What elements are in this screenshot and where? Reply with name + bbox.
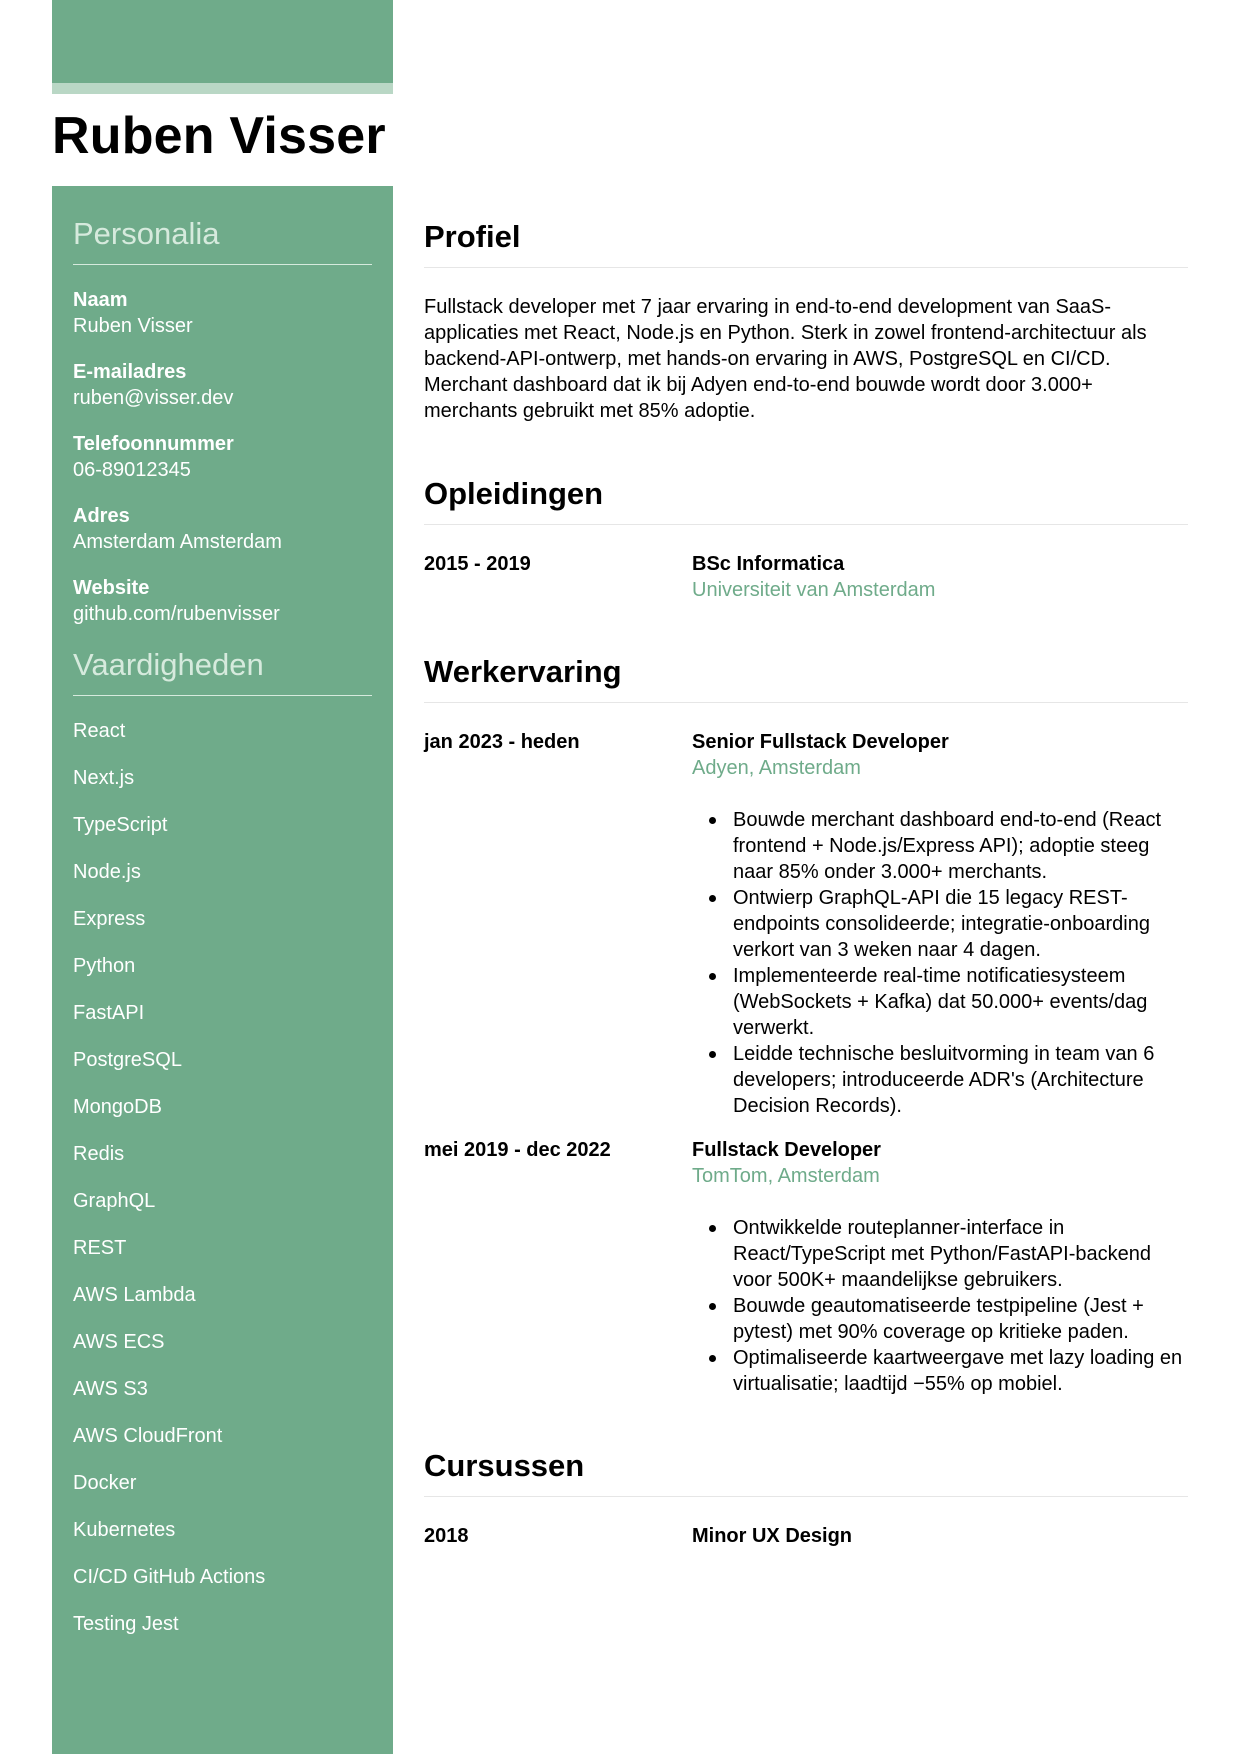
bullet-item: Implementeerde real-time notificatiesysteem (WebSockets + Kafka) dat 50.000+ events/dag verwerkt.: [692, 963, 1188, 1041]
entry-body: [692, 1137, 1188, 1397]
address-value: Amsterdam Amsterdam: [73, 531, 282, 553]
personalia-label: Naam: [73, 289, 128, 311]
skill-item: AWS CloudFront: [73, 1425, 223, 1447]
email-value: ruben@visser.dev: [73, 387, 234, 409]
skill-item: Node.js: [73, 861, 141, 883]
personalia-label: Adres: [73, 505, 130, 527]
bullet-list: [692, 1215, 1188, 1397]
skill-item: React: [73, 720, 126, 742]
bullet-item: Ontwierp GraphQL-API die 15 legacy REST-endpoints consolideerde; integratie-onboarding verkort van 3 weken naar 4 dagen.: [692, 885, 1188, 963]
skills-heading: Vaardigheden: [73, 647, 372, 696]
skill-item: AWS Lambda: [73, 1284, 196, 1306]
skill-item: CI/CD GitHub Actions: [73, 1566, 266, 1588]
bullet-item: Ontwikkelde routeplanner-interface in React/TypeScript met Python/FastAPI-backend voor 500K+ maandelijkse gebruikers.: [692, 1215, 1188, 1293]
experience-entry: [424, 1137, 1188, 1397]
personalia-label: Telefoonnummer: [73, 433, 234, 455]
bullet-item: Optimaliseerde kaartweergave met lazy loading en virtualisatie; laadtijd −55% op mobiel.: [692, 1345, 1188, 1397]
skill-item: Testing Jest: [73, 1613, 179, 1635]
bullet-list: [692, 807, 1188, 1119]
personalia-address: [73, 503, 372, 555]
entry-title: Minor UX Design: [692, 1525, 853, 1547]
header-accent-strip: [52, 83, 393, 94]
section-heading: Profiel: [424, 186, 1188, 268]
personalia-label: Website: [73, 577, 150, 599]
skills-list: [73, 708, 372, 1648]
skill-item: Python: [73, 955, 136, 977]
section-heading: Opleidingen: [424, 443, 1188, 525]
personalia-website: [73, 575, 372, 627]
entry-body: [692, 551, 1188, 603]
personalia-heading: Personalia: [73, 216, 372, 265]
education-entry: [424, 551, 1188, 603]
courses-section: [424, 1415, 1188, 1549]
entry-date: jan 2023 - heden: [424, 731, 580, 753]
website-value: github.com/rubenvisser: [73, 603, 280, 625]
personalia-value: Ruben Visser: [73, 315, 193, 337]
skill-item: REST: [73, 1237, 127, 1259]
personalia-email: [73, 359, 372, 411]
skill-item: PostgreSQL: [73, 1049, 182, 1071]
course-entry: [424, 1523, 1188, 1549]
personalia-phone: [73, 431, 372, 483]
bullet-item: Bouwde merchant dashboard end-to-end (React frontend + Node.js/Express API); adoptie steeg naar 85% onder 3.000+ merchants.: [692, 807, 1188, 885]
entry-body: [692, 1523, 1188, 1549]
skill-item: FastAPI: [73, 1002, 145, 1024]
entry-date: mei 2019 - dec 2022: [424, 1139, 611, 1161]
entry-title: Fullstack Developer: [692, 1139, 881, 1161]
entry-company: TomTom, Amsterdam: [692, 1165, 880, 1187]
entry-title: Senior Fullstack Developer: [692, 731, 949, 753]
skill-item: Docker: [73, 1472, 137, 1494]
phone-value: 06-89012345: [73, 459, 191, 481]
personalia-name: [73, 287, 372, 339]
skill-item: AWS S3: [73, 1378, 148, 1400]
skill-item: GraphQL: [73, 1190, 156, 1212]
skill-item: Kubernetes: [73, 1519, 176, 1541]
skill-item: Next.js: [73, 767, 135, 789]
skill-item: TypeScript: [73, 814, 168, 836]
entry-body: [692, 729, 1188, 1119]
profile-section: [424, 186, 1188, 443]
main-content: [424, 186, 1188, 1567]
bullet-item: Bouwde geautomatiseerde testpipeline (Jest + pytest) met 90% coverage op kritieke paden.: [692, 1293, 1188, 1345]
header-color-block: [52, 0, 393, 83]
entry-institution: Universiteit van Amsterdam: [692, 579, 936, 601]
skill-item: Redis: [73, 1143, 125, 1165]
education-section: [424, 443, 1188, 603]
experience-entry: [424, 729, 1188, 1119]
resume-name: Ruben Visser: [52, 107, 386, 165]
entry-date: 2015 - 2019: [424, 553, 531, 575]
bullet-item: Leidde technische besluitvorming in team van 6 developers; introduceerde ADR's (Architecture Decision Records).: [692, 1041, 1188, 1119]
personalia-label: E-mailadres: [73, 361, 187, 383]
entry-title: BSc Informatica: [692, 553, 845, 575]
experience-section: [424, 621, 1188, 1397]
sidebar: [52, 186, 393, 1754]
skill-item: Express: [73, 908, 146, 930]
skill-item: AWS ECS: [73, 1331, 165, 1353]
skill-item: MongoDB: [73, 1096, 162, 1118]
entry-date: 2018: [424, 1525, 469, 1547]
section-heading: Werkervaring: [424, 621, 1188, 703]
section-heading: Cursussen: [424, 1415, 1188, 1497]
entry-company: Adyen, Amsterdam: [692, 757, 861, 779]
profile-text: Fullstack developer met 7 jaar ervaring in end-to-end development van SaaS-applicaties met React, Node.js en Python. Sterk in zowel frontend-architectuur als backend-API-ontwerp, met hands-on ervaring in AWS, PostgreSQL en CI/CD. Merchant dashboard dat ik bij Adyen end-to-end bouwde wordt door 3.000+ merchants gebruikt met 85% adoptie.: [424, 296, 1147, 422]
